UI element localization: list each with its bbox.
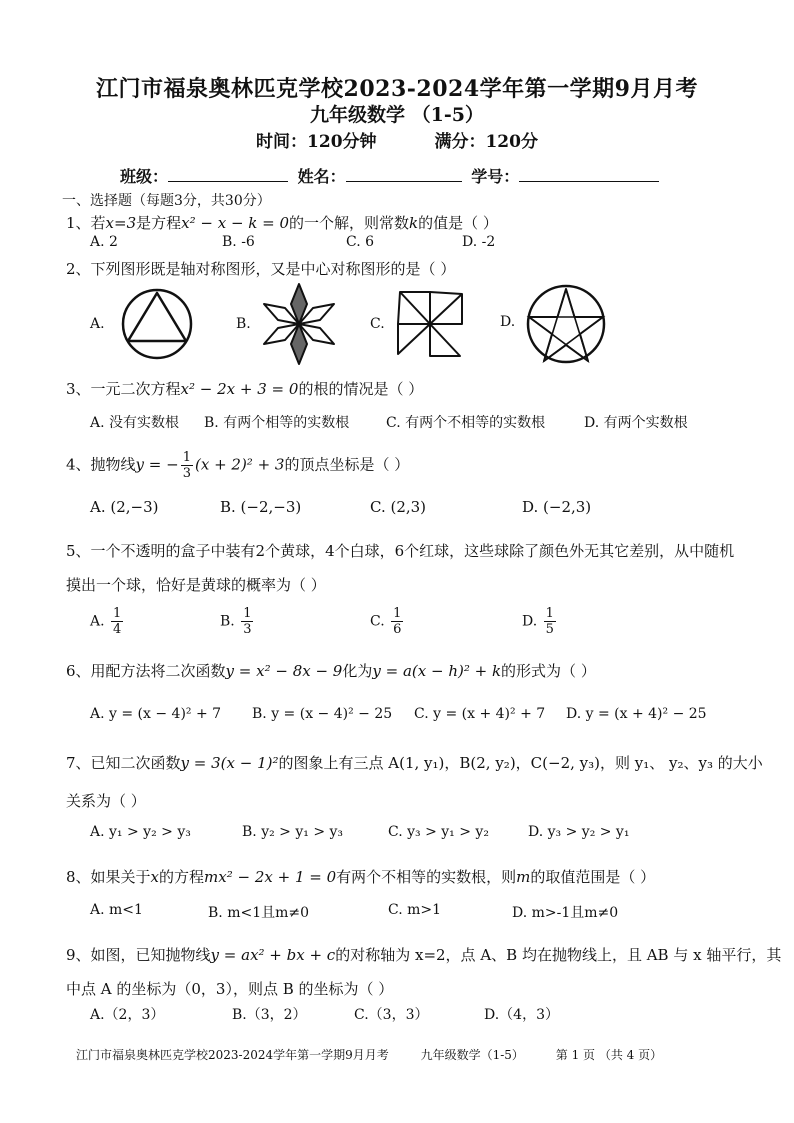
star-in-circle-figure bbox=[525, 283, 607, 365]
exam-score: 满分：120分 bbox=[434, 132, 538, 152]
figure-a-label: A. bbox=[90, 316, 105, 332]
option-c: C. (2,3) bbox=[370, 498, 427, 516]
figure-d-label: D. bbox=[500, 314, 516, 330]
option-b: B.（3，2） bbox=[232, 1007, 307, 1023]
option-d: D.（4，3） bbox=[484, 1007, 559, 1023]
exam-time-score bbox=[0, 127, 794, 152]
section-heading: 一、选择题（每题3分，共30分） bbox=[62, 193, 271, 209]
option-a: A. 2 bbox=[90, 234, 118, 250]
option-c: C. $\frac{1}{6}$ bbox=[370, 606, 402, 637]
option-b: B. m<1且m≠0 bbox=[208, 905, 310, 921]
name-blank bbox=[346, 167, 462, 182]
option-c: C.（3，3） bbox=[354, 1007, 429, 1023]
option-a: A. y = (x − 4)² + 7 bbox=[90, 706, 222, 722]
option-b: B. $\frac{1}{3}$ bbox=[220, 606, 252, 637]
id-blank bbox=[519, 167, 659, 182]
question-9-line-2: 中点 A 的坐标为（0，3），则点 B 的坐标为（ ） bbox=[66, 980, 394, 998]
footer-course: 九年级数学（1-5） bbox=[420, 1048, 524, 1062]
circle-triangle-figure bbox=[120, 287, 194, 361]
question-5-line-1: 5、一个不透明的盒子中装有2个黄球，4个白球，6个红球，这些球除了颜色外无其它差别，从中随机 bbox=[66, 542, 735, 560]
option-a: A.（2，3） bbox=[90, 1007, 165, 1023]
option-d: D. 有两个实数根 bbox=[584, 415, 688, 431]
question-9: 9、如图，已知抛物线y = ax² + bx + c的对称轴为 x=2，点 A、B 均在抛物线上，且 AB 与 x 轴平行，其 bbox=[66, 946, 782, 964]
class-label: 班级： bbox=[120, 167, 169, 186]
option-b: B. -6 bbox=[222, 234, 255, 250]
option-b: B. 有两个相等的实数根 bbox=[204, 415, 350, 431]
page-footer bbox=[76, 1046, 690, 1063]
option-c: C. y₃ > y₁ > y₂ bbox=[388, 824, 489, 840]
id-label: 学号： bbox=[471, 167, 520, 186]
option-d: D. $\frac{1}{5}$ bbox=[522, 606, 554, 637]
footer-school: 江门市福泉奥林匹克学校2023-2024学年第一学期9月月考 bbox=[76, 1048, 389, 1062]
question-7: 7、已知二次函数y = 3(x − 1)²的图象上有三点 A(1, y₁)，B(2, y₂)，C(−2, y₃)，则 y₁、 y₂、y₃ 的大小 bbox=[66, 754, 763, 772]
question-5-line-2: 摸出一个球，恰好是黄球的概率为（ ） bbox=[66, 576, 326, 594]
figure-c-label: C. bbox=[370, 316, 385, 332]
option-a: A. m<1 bbox=[90, 902, 143, 918]
question-8: 8、如果关于x的方程mx² − 2x + 1 = 0有两个不相等的实数根，则m的取值范围是（ ） bbox=[66, 868, 656, 886]
exam-subtitle: 九年级数学 （1-5） bbox=[310, 104, 484, 126]
hexagram-figure bbox=[262, 282, 336, 366]
pinwheel-figure bbox=[394, 288, 466, 360]
option-d: D. y = (x + 4)² − 25 bbox=[566, 706, 707, 722]
question-3: 3、一元二次方程x² − 2x + 3 = 0的根的情况是（ ） bbox=[66, 380, 424, 398]
student-info bbox=[120, 164, 663, 187]
figure-b-label: B. bbox=[236, 316, 251, 332]
option-d: D. (−2,3) bbox=[522, 498, 592, 516]
option-c: C. m>1 bbox=[388, 902, 442, 918]
class-blank bbox=[168, 167, 288, 182]
question-4: 4、抛物线y = − $\frac{1}{3}$ (x + 2)² + 3的顶点坐标是（ ） bbox=[66, 450, 410, 481]
exam-time: 时间：120分钟 bbox=[256, 132, 377, 152]
option-b: B. y₂ > y₁ > y₃ bbox=[242, 824, 344, 840]
question-7-line-2: 关系为（ ） bbox=[66, 792, 146, 810]
option-a: A. (2,−3) bbox=[90, 498, 159, 516]
footer-page-number: 第 1 页 （共 4 页） bbox=[555, 1048, 663, 1062]
option-b: B. (−2,−3) bbox=[220, 498, 302, 516]
question-6: 6、用配方法将二次函数y = x² − 8x − 9化为y = a(x − h)² + k的形式为（ ） bbox=[66, 662, 596, 680]
option-c: C. 有两个不相等的实数根 bbox=[386, 415, 546, 431]
option-d: D. -2 bbox=[462, 234, 496, 250]
option-a: A. $\frac{1}{4}$ bbox=[90, 606, 122, 637]
option-a: A. y₁ > y₂ > y₃ bbox=[90, 824, 191, 840]
option-b: B. y = (x − 4)² − 25 bbox=[252, 706, 393, 722]
option-a: A. 没有实数根 bbox=[90, 415, 180, 431]
fraction: $\frac{1}{3}$ bbox=[182, 450, 191, 481]
exam-title: 江门市福泉奥林匹克学校2023-2024学年第一学期9月月考 bbox=[96, 76, 698, 102]
question-1: 1、若x=3是方程x² − x − k = 0的一个解，则常数k的值是（ ） bbox=[66, 214, 498, 232]
option-c: C. 6 bbox=[346, 234, 375, 250]
option-d: D. m>-1且m≠0 bbox=[512, 905, 619, 921]
option-d: D. y₃ > y₂ > y₁ bbox=[528, 824, 630, 840]
option-c: C. y = (x + 4)² + 7 bbox=[414, 706, 546, 722]
question-2: 2、下列图形既是轴对称图形，又是中心对称图形的是（ ） bbox=[66, 260, 456, 278]
name-label: 姓名： bbox=[297, 167, 346, 186]
